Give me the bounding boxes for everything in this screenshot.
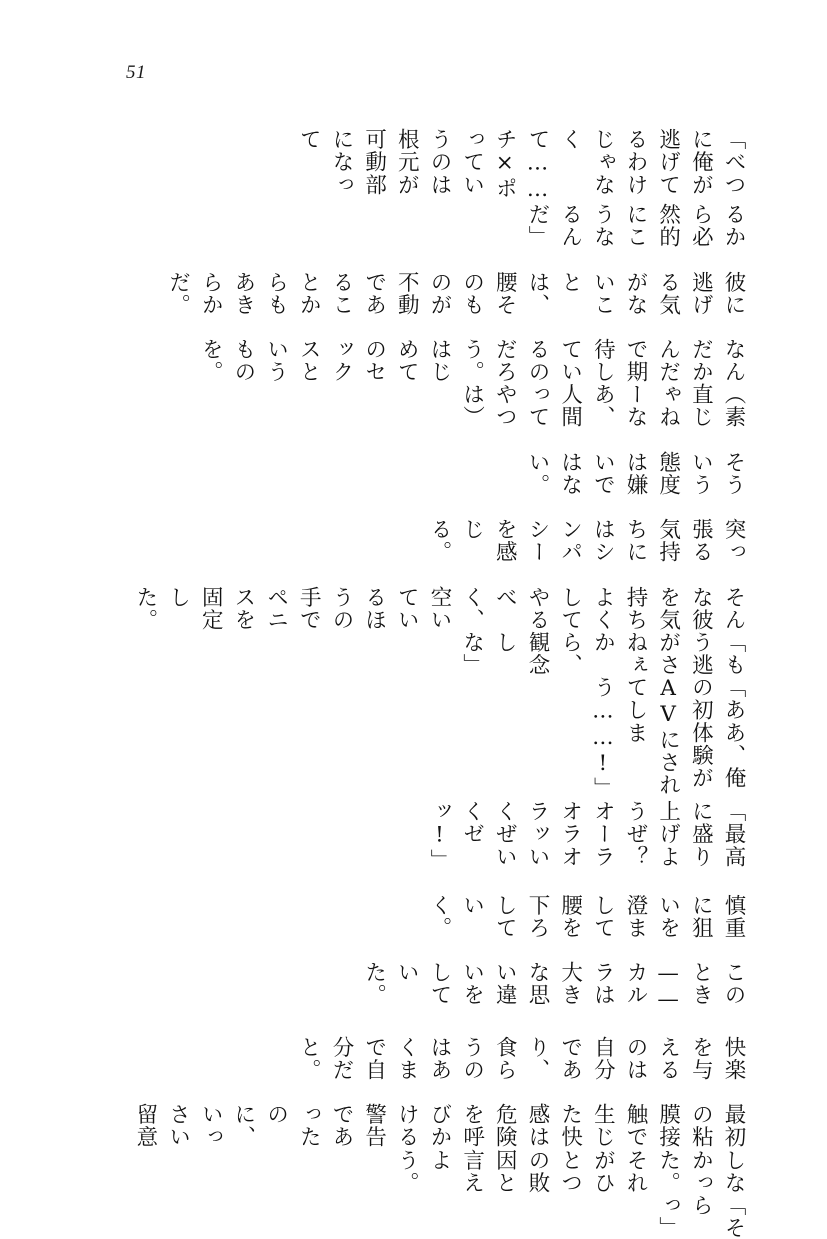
text-column: なんだかんだで期待しているのだろう。はじめてのセックスというものを。 <box>198 337 746 384</box>
text-column: 「ああ、俺の初体験がAVにされてしまう……!」 <box>590 676 746 801</box>
text-column: （素直じゃねーなあ、人間ってやつは） <box>459 383 746 429</box>
page-number: 51 <box>126 62 146 83</box>
text-column: このとき——カルラは大きな思い違いをしていた。 <box>361 961 746 1014</box>
text-column: そういう態度は嫌いではない。 <box>524 450 746 497</box>
text-column: 快楽を与えるのは自分であり、食らうのはあくまで自分だと。 <box>296 1035 746 1082</box>
text-column: 突っ張る気持ちにはシンパシーを感じる。 <box>426 518 746 564</box>
text-column: るから必然的にこうなるんだ」 <box>524 203 746 249</box>
text-column: 「もう逃がさねぇから、観念しな」 <box>459 630 746 677</box>
text-column: しなかった。それがひとつの敗因と言えよう。 <box>394 1148 746 1194</box>
text-column: 最初の粘膜接触で生じた快感は危険を呼びかける警告であったのに、いっさい留意 <box>132 1103 746 1149</box>
text-column: 慎重に狙いを澄まして腰を下ろしていく。 <box>426 893 746 940</box>
text-column: そんな彼を気持ちよくしてやるべく、空いているほうの手でペニスを固定した。 <box>132 585 746 631</box>
vertical-text-body <box>121 128 749 1239</box>
text-column: 「べつに俺が逃げてるわけじゃなくて……チ×ポっていうのは根元が可動部になって <box>296 128 746 204</box>
text-column: 彼に逃げる気がないことは、腰そのものが不動であることからもあきらかだ。 <box>165 270 746 316</box>
text-column: 「最高に盛り上げようぜ？ オーラオラオラッいくぜいくゼッ!」 <box>426 800 746 895</box>
text-column: 「そらっ」 <box>655 1193 746 1239</box>
